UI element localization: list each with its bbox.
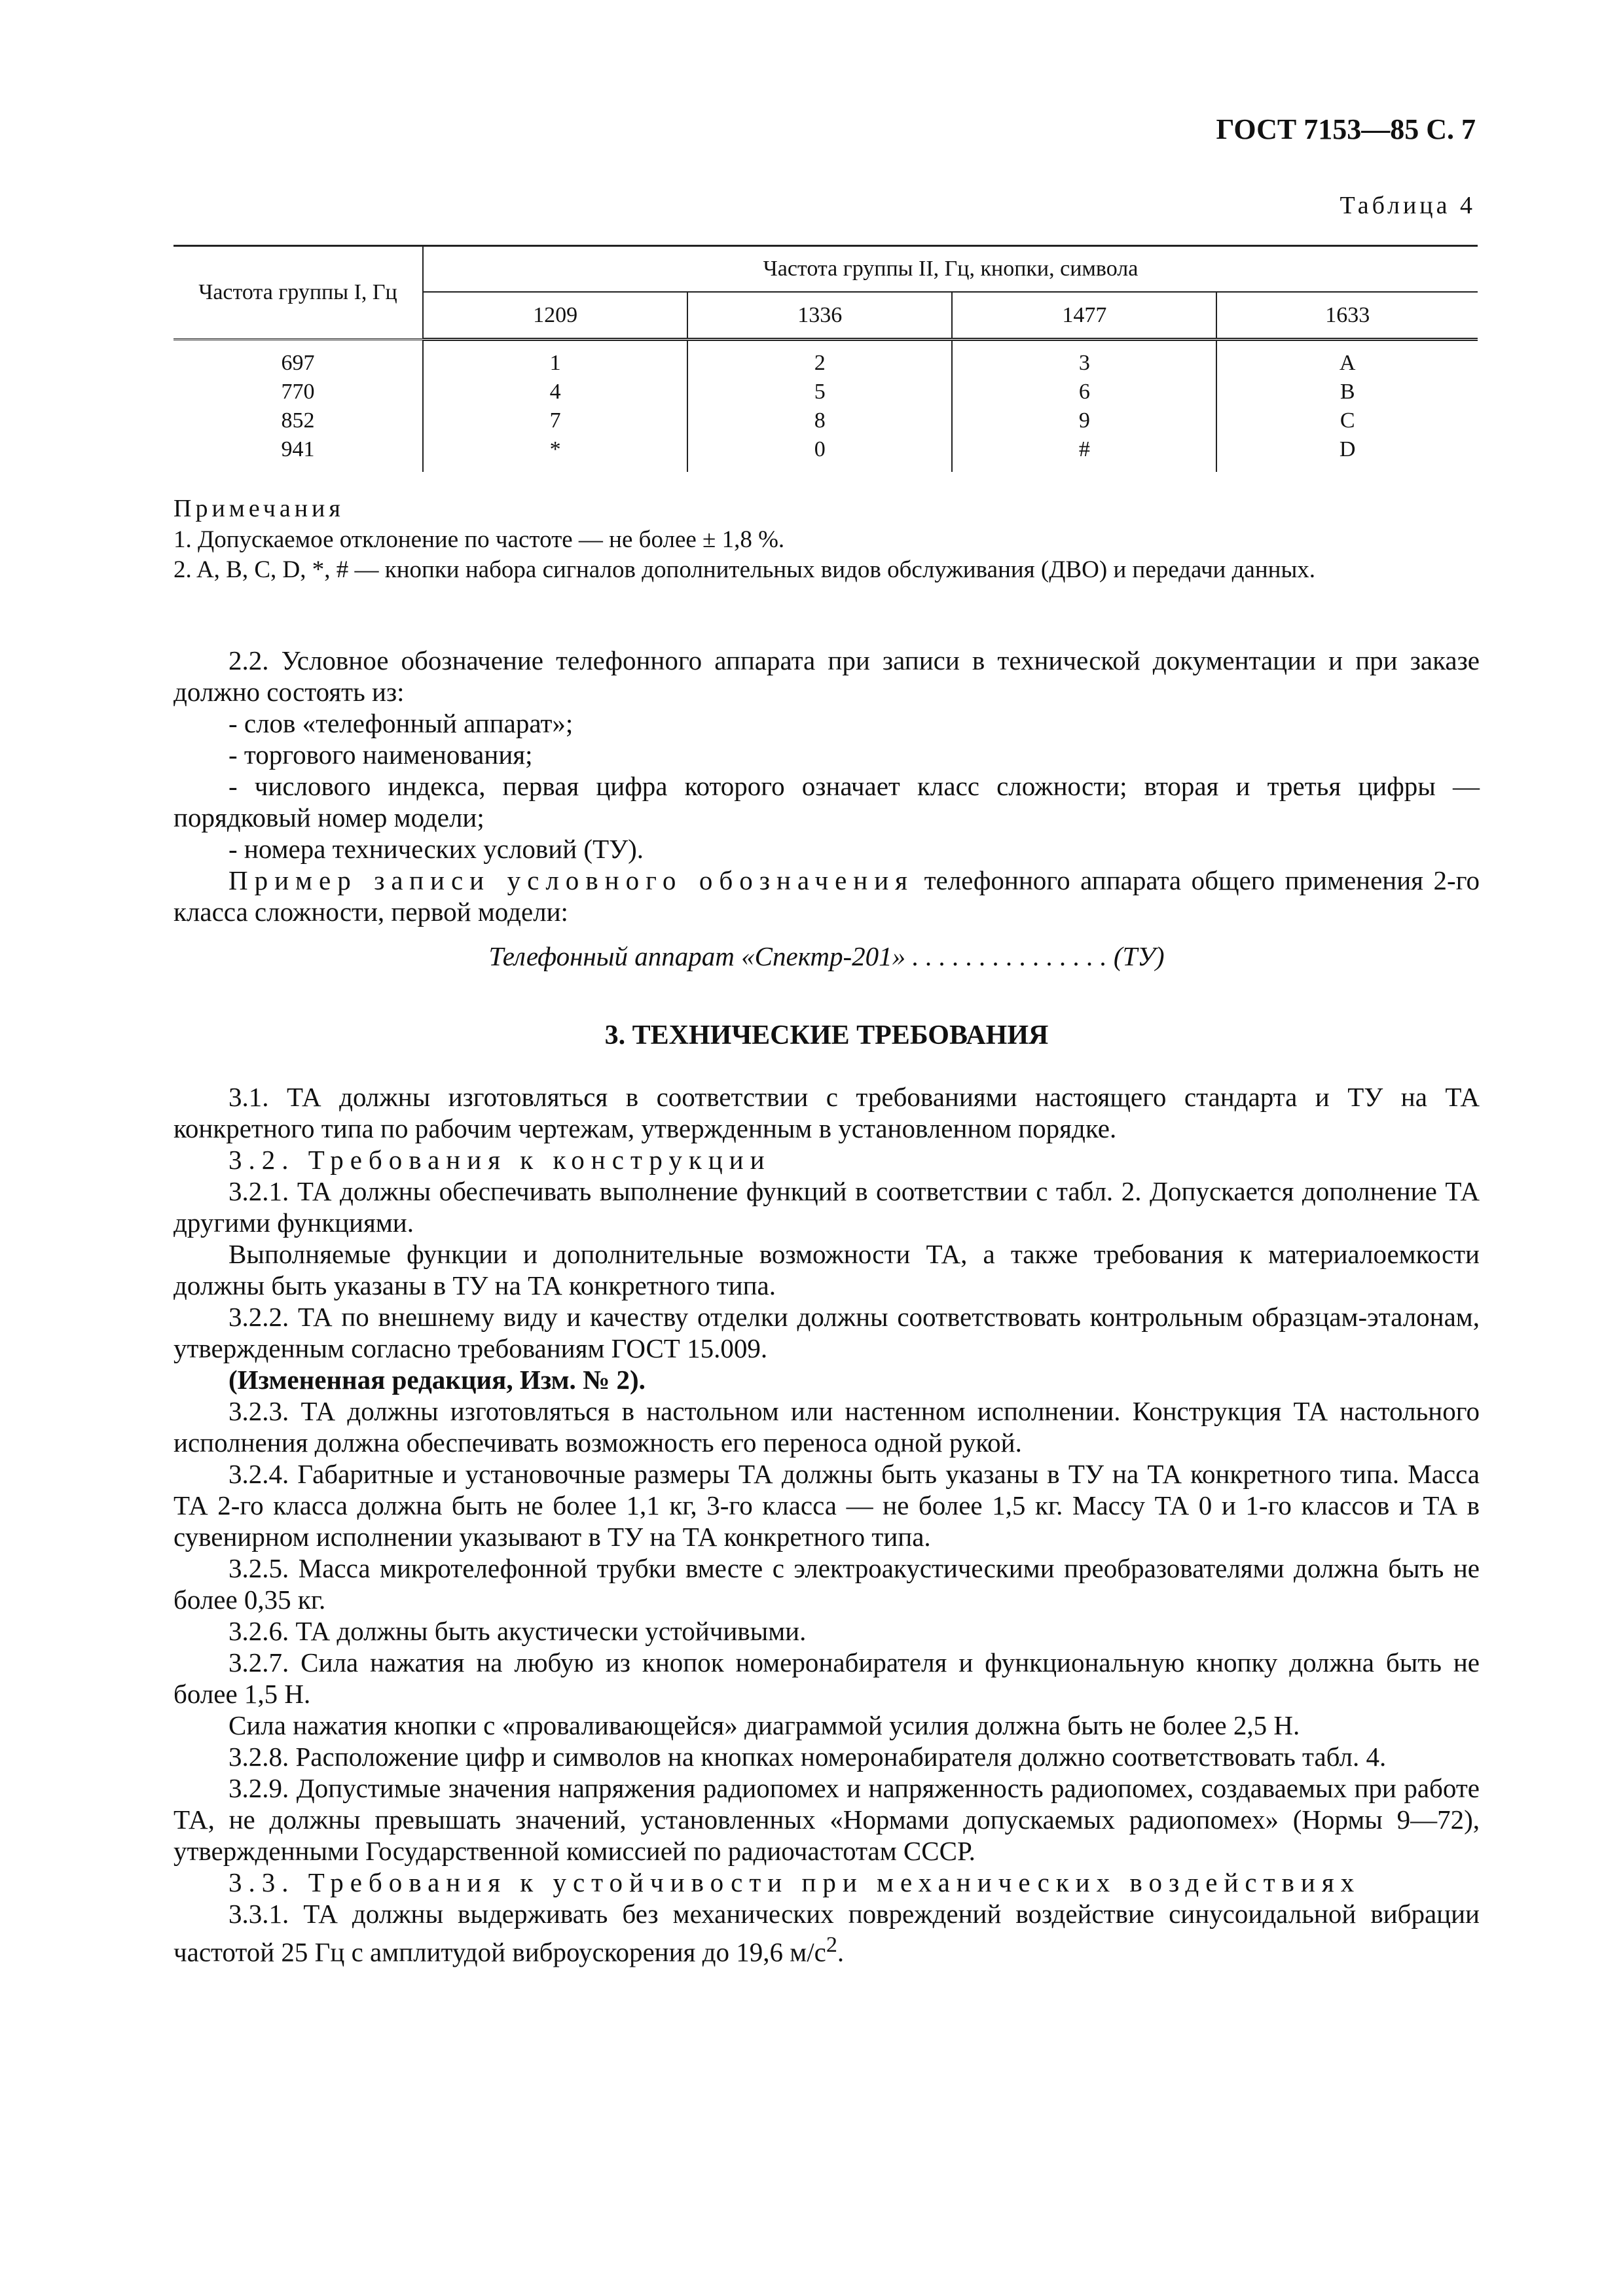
header-group-ii: Частота группы II, Гц, кнопки, символа	[423, 246, 1478, 293]
paragraph-3-2-9: 3.2.9. Допустимые значения напряжения радиопомех и напряженность радиопомех, создаваемых при работе ТА, не должны превышать значений, установленных «Нормами допускаемых радиопомех» (Нормы 9—72), утвержденными Государственной комиссией по радиочастотам СССР.	[173, 1773, 1480, 1866]
table-cell: 1	[423, 340, 687, 378]
paragraph-3-2-3: 3.2.3. ТА должны изготовляться в настольном или настенном исполнении. Конструкция ТА настольного исполнения должна обеспечивать возможность его переноса одной рукой.	[173, 1396, 1480, 1458]
paragraph-3-3: 3.3. Требования к устойчивости при механических воздействиях	[228, 1867, 1361, 1897]
list-item: - слов «телефонный аппарат»;	[228, 708, 574, 738]
table-cell: *	[423, 435, 687, 472]
superscript: 2	[826, 1933, 837, 1957]
table-cell: 6	[952, 378, 1216, 406]
amendment-note: (Измененная редакция, Изм. № 2).	[228, 1365, 646, 1395]
paragraph-3-3-1-end: .	[837, 1937, 845, 1967]
table-cell: 852	[173, 406, 423, 435]
table-cell: 770	[173, 378, 423, 406]
page-header: ГОСТ 7153—85 С. 7	[1216, 113, 1476, 145]
notes-title: Примечания	[173, 495, 344, 522]
example-designation: Телефонный аппарат «Спектр-201» . . . . . . . . . . . . . . . (ТУ)	[488, 941, 1165, 971]
section-3-title: 3. ТЕХНИЧЕСКИЕ ТРЕБОВАНИЯ	[604, 1020, 1049, 1050]
paragraph-3-2-7: 3.2.7. Сила нажатия на любую из кнопок номеронабирателя и функциональную кнопку должна быть не более 1,5 Н.	[173, 1647, 1480, 1709]
paragraph-3-2-1: 3.2.1. ТА должны обеспечивать выполнение функций в соответствии с табл. 2. Допускается дополнение ТА другими функциями.	[173, 1176, 1480, 1238]
paragraph-3-3-1	[173, 1898, 1480, 1968]
paragraph-3-1: 3.1. ТА должны изготовляться в соответствии с требованиями настоящего стандарта и ТУ на ТА конкретного типа по рабочим чертежам, утвержденным в установленном порядке.	[173, 1082, 1480, 1143]
table-cell: C	[1340, 408, 1355, 433]
list-item: - номера технических условий (ТУ).	[228, 834, 644, 864]
paragraph-3-2: 3.2. Требования к конструкции	[228, 1145, 771, 1175]
notes-block	[173, 525, 1480, 585]
frequency-table	[173, 245, 1478, 472]
list-item: - числового индекса, первая цифра которого означает класс сложности; вторая и третья цифры — порядковый номер модели;	[173, 771, 1480, 833]
table-row	[173, 435, 1478, 472]
subheader-1336: 1336	[687, 292, 952, 339]
table-cell: #	[952, 435, 1216, 472]
table-row	[173, 340, 1478, 378]
note-1: 1. Допускаемое отклонение по частоте — не более ± 1,8 %.	[173, 526, 785, 553]
paragraph-3-3-1-text: 3.3.1. ТА должны выдерживать без механических повреждений воздействие синусоидальной вибрации частотой 25 Гц с амплитудой виброускорения до 19,6 м/с	[173, 1899, 1480, 1967]
subheader-1209: 1209	[423, 292, 687, 339]
table-cell: 697	[173, 340, 423, 378]
example-text: телефонного аппарата общего применения 2-го класса сложности, первой модели:	[173, 865, 1480, 927]
paragraph-3-2-1b: Выполняемые функции и дополнительные возможности ТА, а также требования к материалоемкости должны быть указаны в ТУ на ТА конкретного типа.	[173, 1239, 1480, 1300]
paragraph-3-2-8: 3.2.8. Расположение цифр и символов на кнопках номеронабирателя должно соответствовать табл. 4.	[228, 1742, 1387, 1772]
table-cell: 0	[687, 435, 952, 472]
table-cell: 5	[687, 378, 952, 406]
table-row	[173, 406, 1478, 435]
subheader-1633: 1633	[1216, 292, 1478, 339]
paragraph-3-2-4: 3.2.4. Габаритные и установочные размеры ТА должны быть указаны в ТУ на ТА конкретного типа. Масса ТА 2-го класса должна быть не более 1,1 кг, 3-го класса — не более 1,5 кг. Массу ТА 0 и 1-го классов и ТА в сувенирном исполнении указывают в ТУ на ТА конкретного типа.	[173, 1459, 1480, 1552]
table-cell: 9	[952, 406, 1216, 435]
paragraph-2-2: 2.2. Условное обозначение телефонного аппарата при записи в технической документации и при заказе должно состоять из:	[173, 645, 1480, 707]
header-group-i: Частота группы I, Гц	[173, 246, 423, 340]
example-paragraph	[173, 865, 1480, 927]
table-caption: Таблица 4	[1340, 192, 1476, 219]
table-cell: B	[1340, 380, 1355, 404]
table-cell: 4	[423, 378, 687, 406]
table-row	[173, 378, 1478, 406]
table-cell: 941	[173, 435, 423, 472]
paragraph-3-2-7b: Сила нажатия кнопки с «проваливающейся» диаграммой усилия должна быть не более 2,5 Н.	[228, 1710, 1300, 1740]
list-item: - торгового наименования;	[228, 740, 533, 770]
subheader-1477: 1477	[952, 292, 1216, 339]
table-cell: 2	[687, 340, 952, 378]
paragraph-3-2-2: 3.2.2. ТА по внешнему виду и качеству отделки должны соответствовать контрольным образцам-эталонам, утвержденным согласно требованиям ГОСТ 15.009.	[173, 1302, 1480, 1363]
table-cell: 3	[952, 340, 1216, 378]
table-cell: 8	[687, 406, 952, 435]
section-3-body	[173, 1081, 1480, 1968]
paragraph-3-2-5: 3.2.5. Масса микротелефонной трубки вместе с электроакустическими преобразователями должна быть не более 0,35 кг.	[173, 1553, 1480, 1615]
table-cell: A	[1339, 351, 1356, 375]
paragraph-3-2-6: 3.2.6. ТА должны быть акустически устойчивыми.	[228, 1616, 807, 1646]
section-2-2	[173, 645, 1480, 972]
example-label: Пример записи условного обозначения	[228, 865, 915, 895]
note-2: 2. A, B, C, D, *, # — кнопки набора сигналов дополнительных видов обслуживания (ДВО) и передачи данных.	[173, 556, 1316, 583]
table-cell: 7	[423, 406, 687, 435]
table-cell: D	[1339, 437, 1356, 461]
